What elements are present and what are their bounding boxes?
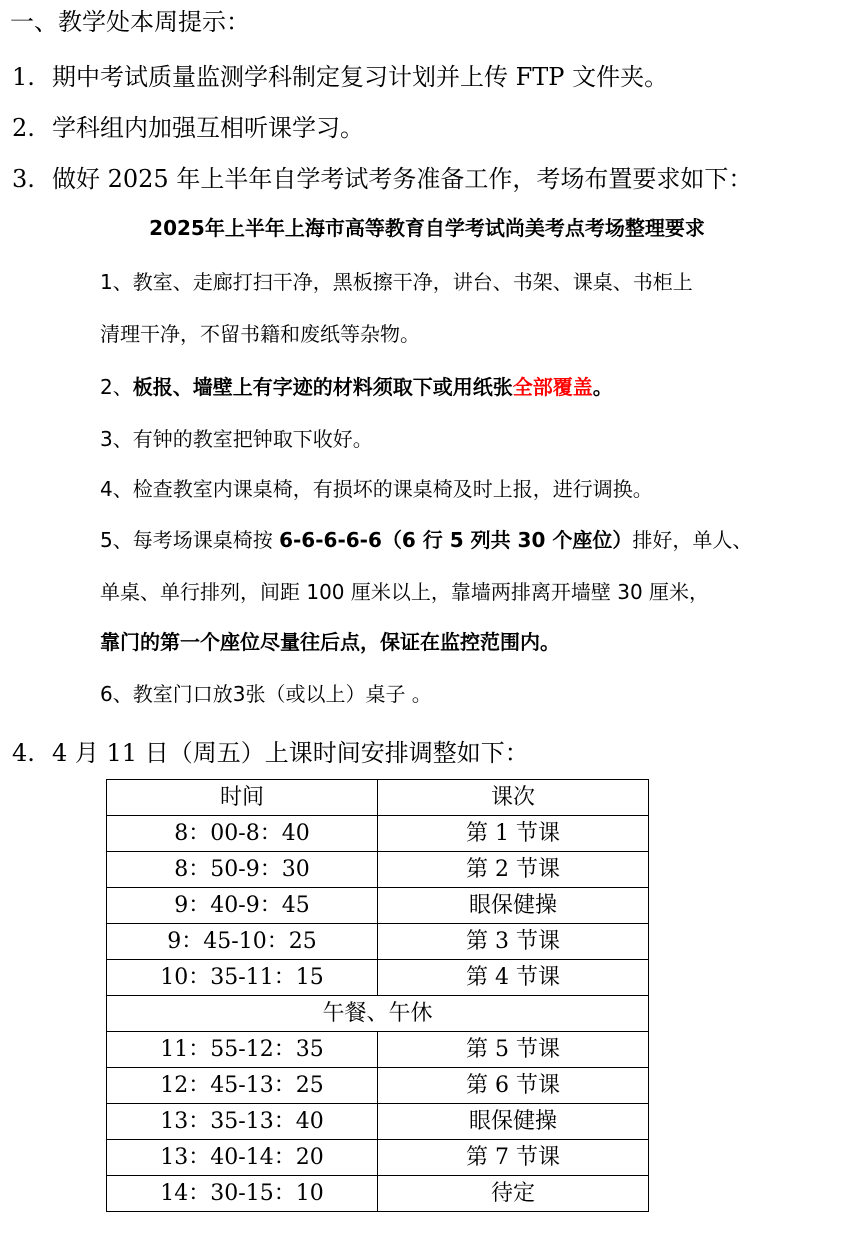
list-item bbox=[12, 733, 529, 768]
table-header-row bbox=[107, 780, 649, 816]
time-cell: 10：35-11：15 bbox=[107, 960, 378, 996]
requirement-5-suffix: 排好，单人、 bbox=[632, 528, 753, 552]
requirement-5-prefix: 5、每考场课桌椅按 bbox=[100, 528, 280, 552]
break-cell: 午餐、午休 bbox=[107, 996, 649, 1032]
item-number: 1. bbox=[12, 63, 35, 91]
table-row bbox=[107, 1032, 649, 1068]
period-cell: 第 2 节课 bbox=[378, 852, 649, 888]
item-number: 2. bbox=[12, 114, 35, 142]
time-cell: 11：55-12：35 bbox=[107, 1032, 378, 1068]
requirement-2-prefix: 2、 bbox=[100, 375, 133, 399]
period-cell: 第 4 节课 bbox=[378, 960, 649, 996]
period-cell: 第 1 节课 bbox=[378, 816, 649, 852]
period-cell: 第 5 节课 bbox=[378, 1032, 649, 1068]
section-heading: 一、教学处本周提示： bbox=[10, 8, 250, 36]
table-row bbox=[107, 960, 649, 996]
table-row bbox=[107, 1068, 649, 1104]
requirement-3: 3、有钟的教室把钟取下收好。 bbox=[100, 427, 373, 451]
header-time: 时间 bbox=[107, 780, 378, 816]
time-cell: 9：45-10：25 bbox=[107, 924, 378, 960]
break-row bbox=[107, 996, 649, 1032]
header-period: 课次 bbox=[378, 780, 649, 816]
period-cell: 眼保健操 bbox=[378, 1104, 649, 1140]
time-cell: 13：40-14：20 bbox=[107, 1140, 378, 1176]
item-number: 3. bbox=[12, 165, 35, 193]
item-text: 4 月 11 日（周五）上课时间安排调整如下： bbox=[52, 739, 529, 767]
requirement-2-red: 全部覆盖 bbox=[512, 375, 593, 399]
requirement-5-bold: 6-6-6-6-6（6 行 5 列共 30 个座位） bbox=[279, 528, 633, 552]
list-item bbox=[12, 108, 364, 143]
list-item bbox=[12, 57, 668, 92]
table-row bbox=[107, 924, 649, 960]
requirement-5-line-2: 单桌、单行排列，间距 100 厘米以上，靠墙两排离开墙壁 30 厘米， bbox=[100, 580, 710, 604]
item-text: 学科组内加强互相听课学习。 bbox=[52, 114, 364, 142]
requirement-5-line-1 bbox=[100, 524, 752, 553]
requirement-4: 4、检查教室内课桌椅，有损坏的课桌椅及时上报，进行调换。 bbox=[100, 477, 653, 501]
requirement-1-line-2: 清理干净，不留书籍和废纸等杂物。 bbox=[100, 322, 420, 346]
table-row bbox=[107, 852, 649, 888]
period-cell: 眼保健操 bbox=[378, 888, 649, 924]
requirement-2 bbox=[100, 371, 613, 400]
requirement-6: 6、教室门口放3张（或以上）桌子 。 bbox=[100, 682, 432, 706]
period-cell: 第 6 节课 bbox=[378, 1068, 649, 1104]
table-row bbox=[107, 888, 649, 924]
item-text: 做好 2025 年上半年自学考试考务准备工作，考场布置要求如下： bbox=[52, 165, 753, 193]
requirement-1-line-1: 1、教室、走廊打扫干净，黑板擦干净，讲台、书架、课桌、书柜上 bbox=[100, 270, 693, 294]
requirement-2-end: 。 bbox=[592, 375, 613, 399]
time-cell: 13：35-13：40 bbox=[107, 1104, 378, 1140]
table-row bbox=[107, 1176, 649, 1212]
table-row bbox=[107, 1140, 649, 1176]
schedule-table bbox=[106, 779, 649, 1212]
exam-requirements-title: 2025年上半年上海市高等教育自学考试尚美考点考场整理要求 bbox=[149, 216, 705, 240]
item-number: 4. bbox=[12, 739, 35, 767]
requirement-2-bold: 板报、墙壁上有字迹的材料须取下或用纸张 bbox=[132, 375, 513, 399]
period-cell: 第 7 节课 bbox=[378, 1140, 649, 1176]
time-cell: 8：00-8：40 bbox=[107, 816, 378, 852]
requirement-5-line-3: 靠门的第一个座位尽量往后点，保证在监控范围内。 bbox=[100, 630, 560, 654]
item-text: 期中考试质量监测学科制定复习计划并上传 FTP 文件夹。 bbox=[52, 63, 669, 91]
period-cell: 第 3 节课 bbox=[378, 924, 649, 960]
time-cell: 14：30-15：10 bbox=[107, 1176, 378, 1212]
time-cell: 9：40-9：45 bbox=[107, 888, 378, 924]
period-cell: 待定 bbox=[378, 1176, 649, 1212]
table-row bbox=[107, 816, 649, 852]
list-item bbox=[12, 159, 752, 194]
time-cell: 12：45-13：25 bbox=[107, 1068, 378, 1104]
table-row bbox=[107, 1104, 649, 1140]
time-cell: 8：50-9：30 bbox=[107, 852, 378, 888]
